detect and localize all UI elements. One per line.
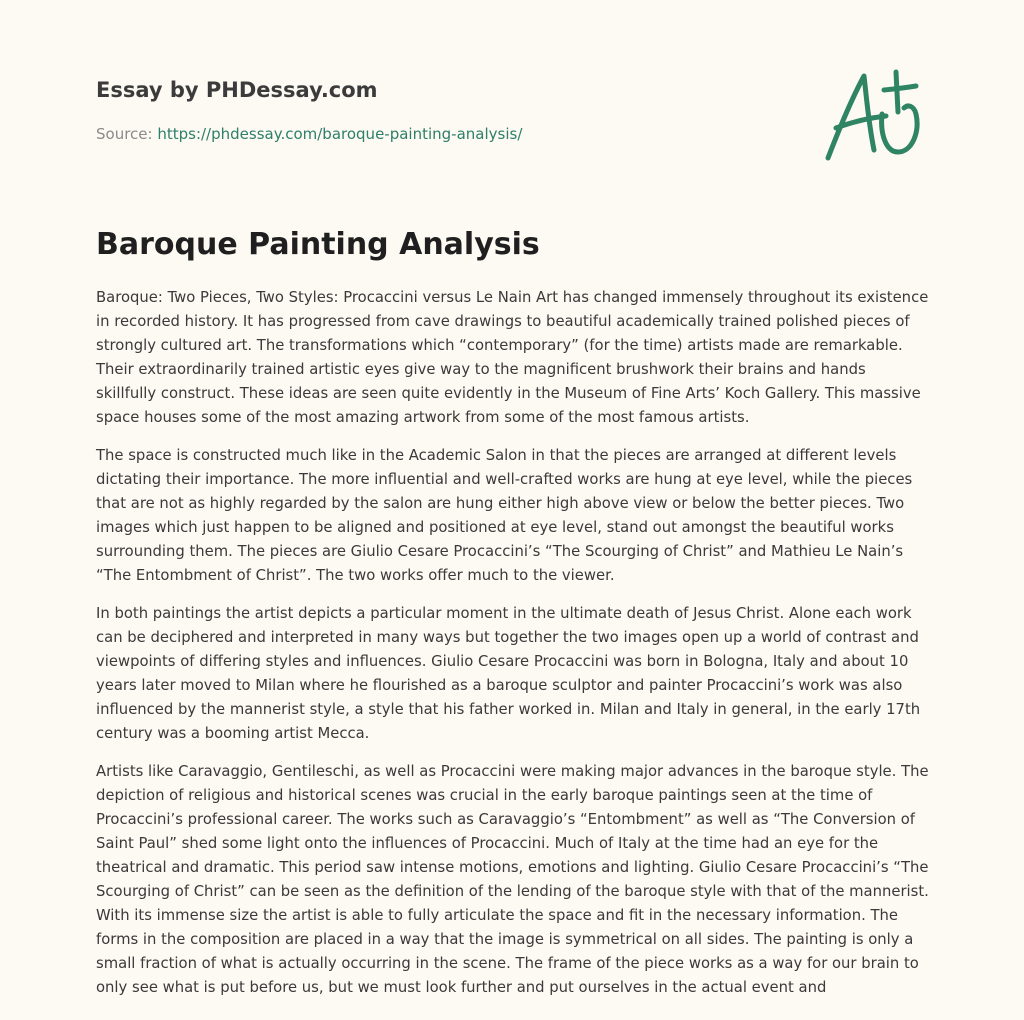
source-label: Source: <box>96 125 158 143</box>
source-line <box>96 124 796 144</box>
essay-paragraph: The space is constructed much like in the Academic Salon in that the pieces are arranged at different levels dictating their importance. The more influential and well-crafted works are hung at eye level, while the pieces that are not as highly regarded by the salon are hung either high above view or below the better pieces. Two images which just happen to be aligned and positioned at eye level, stand out amongst the beautiful works surrounding them. The pieces are Giulio Cesare Procaccini’s “The Scourging of Christ” and Mathieu Le Nain’s “The Entombment of Christ”. The two works offer much to the viewer. <box>96 447 913 584</box>
essay-paragraph: Baroque: Two Pieces, Two Styles: Procaccini versus Le Nain Art has changed immensely throughout its existence in recorded history. It has progressed from cave drawings to beautiful academically trained polished pieces of strongly cultured art. The transformations which “contemporary” (for the time) artists made are remarkable. Their extraordinarily trained artistic eyes give way to the magnificent brushwork their brains and hands skillfully construct. These ideas are seen quite evidently in the Museum of Fine Arts’ Koch Gallery. This massive space houses some of the most amazing artwork from some of the most famous artists. <box>96 289 929 426</box>
essay-paragraph: In both paintings the artist depicts a particular moment in the ultimate death of Jesus Christ. Alone each work can be deciphered and interpreted in many ways but together the two images open up a world of contrast and viewpoints of differing styles and influences. Giulio Cesare Procaccini was born in Bologna, Italy and about 10 years later moved to Milan where he flourished as a baroque sculptor and painter Procaccini’s work was also influenced by the mannerist style, a style that his father worked in. Milan and Italy in general, in the early 17th century was a booming artist Mecca. <box>96 605 921 742</box>
essay-header <box>96 76 796 144</box>
page-title: Baroque Painting Analysis <box>96 227 540 262</box>
essay-paragraph: Artists like Caravaggio, Gentileschi, as well as Procaccini were making major advances in the baroque style. The depiction of religious and historical scenes was crucial in the early baroque paintings seen at the time of Procaccini’s professional career. The works such as Caravaggio’s “Entombment” as well as “The Conversion of Saint Paul” shed some light onto the influences of Procaccini. Much of Italy at the time had an eye for the theatrical and dramatic. This period saw intense motions, emotions and lighting. Giulio Cesare Procaccini’s “The Scourging of Christ” can be seen as the definition of the lending of the baroque style with that of the mannerist. With its immense size the artist is able to fully articulate the space and fit in the necessary information. The forms in the composition are placed in a way that the image is symmetrical on all sides. The painting is only a small fraction of what is actually occurring in the scene. The frame of the piece works as a way for our brain to only see what is put before us, but we must look further and put ourselves in the actual event and <box>96 763 929 996</box>
a-plus-icon <box>818 62 928 166</box>
brand-title: Essay by PHDessay.com <box>96 78 378 102</box>
essay-body <box>96 286 930 1014</box>
source-link[interactable]: https://phdessay.com/baroque-painting-analysis/ <box>157 125 523 143</box>
